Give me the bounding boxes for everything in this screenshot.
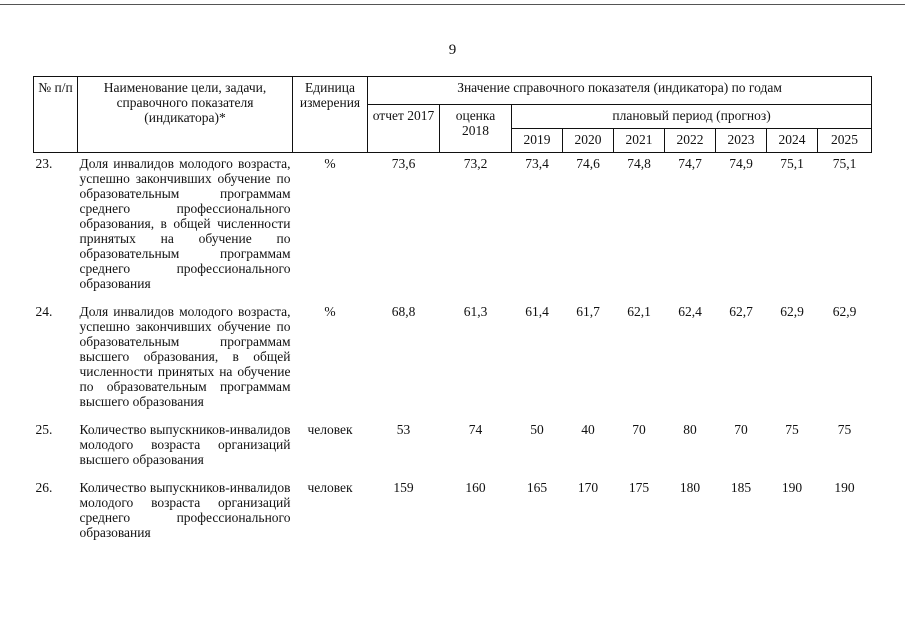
value-cell: 75 [785,422,799,437]
value-cell: 80 [683,422,697,437]
table-header [34,77,872,153]
table-row [34,153,872,292]
value-cell: 70 [734,422,748,437]
column-header-report: отчет 2017 [368,105,440,153]
column-header-year: 2023 [716,129,767,153]
column-header-number: № п/п [34,77,78,153]
value-cell: 74,8 [627,156,651,171]
table-row [34,477,872,540]
value-cell: 75,1 [780,156,804,171]
row-number: 25. [35,422,53,437]
column-header-year: 2024 [767,129,818,153]
value-cell: 74,6 [576,156,600,171]
column-header-year: 2021 [614,129,665,153]
indicator-unit: человек [307,422,353,437]
value-cell: 180 [679,480,701,495]
indicator-unit: % [324,304,336,319]
column-header-year: 2019 [512,129,563,153]
table-body [34,153,872,541]
value-cell: 61,3 [463,304,488,319]
value-cell: 190 [834,480,855,495]
indicator-unit: % [324,156,336,171]
indicator-unit: человек [307,480,353,495]
indicator-table [33,76,872,540]
column-header-year: 2022 [665,129,716,153]
value-cell: 62,9 [780,304,804,319]
value-cell: 61,4 [525,304,549,319]
value-cell: 73,2 [463,156,488,171]
value-cell: 175 [628,480,650,495]
row-number: 24. [35,304,53,319]
column-group-title: Значение справочного показателя (индикатора) по годам [368,77,872,105]
value-cell: 68,8 [391,304,416,319]
value-cell: 53 [396,422,411,437]
value-cell: 75 [837,422,852,437]
value-cell: 165 [526,480,548,495]
value-cell: 190 [781,480,803,495]
value-cell: 62,1 [627,304,651,319]
value-cell: 70 [632,422,646,437]
value-cell: 73,4 [525,156,549,171]
value-cell: 62,9 [832,304,857,319]
value-cell: 159 [393,480,414,495]
indicator-name: Количество выпускников-инвалидов молодого возраста организаций высшего образования [79,422,291,467]
value-cell: 62,7 [729,304,753,319]
value-cell: 160 [465,480,486,495]
column-header-name: Наименование цели, задачи, справочного показателя (индикатора)* [78,77,293,153]
value-cell: 40 [581,422,595,437]
value-cell: 170 [577,480,599,495]
value-cell: 50 [530,422,544,437]
column-header-year: 2025 [818,129,872,153]
table-row [34,301,872,409]
column-header-year: 2020 [563,129,614,153]
row-number: 23. [35,156,53,171]
indicator-name: Доля инвалидов молодого возраста, успешно закончивших обучение по образовательным программам высшего образования, в общей численности принятых на обучение по образовательным программам высшего образования [79,304,291,409]
indicator-name: Количество выпускников-инвалидов молодого возраста организаций среднего профессионального образования [79,480,291,540]
value-cell: 74,9 [729,156,753,171]
table-row [34,419,872,467]
column-group-planned: плановый период (прогноз) [512,105,872,129]
value-cell: 74,7 [678,156,702,171]
column-header-estimate: оценка 2018 [440,105,512,153]
value-cell: 62,4 [678,304,702,319]
value-cell: 75,1 [832,156,857,171]
page-top-edge [0,4,905,5]
page-number: 9 [448,42,457,58]
row-number: 26. [35,480,53,495]
value-cell: 185 [730,480,752,495]
value-cell: 74 [468,422,483,437]
column-header-unit: Единица измерения [293,77,368,153]
value-cell: 61,7 [576,304,600,319]
value-cell: 73,6 [391,156,416,171]
indicator-name: Доля инвалидов молодого возраста, успешно закончивших обучение по образовательным программам среднего профессионального образования, в общей численности принятых на обучение по образовательным программам среднего профессионального образования [79,156,291,291]
